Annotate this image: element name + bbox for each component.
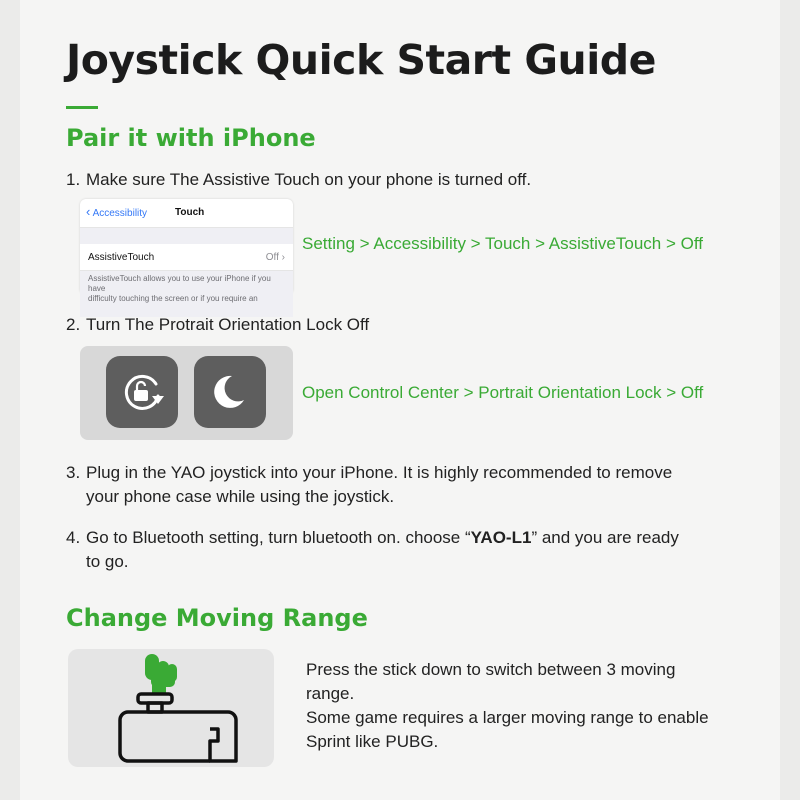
moon-icon — [194, 356, 266, 428]
control-center-screenshot — [80, 346, 293, 440]
range-description — [306, 658, 766, 754]
ios-nav-title: Touch — [175, 207, 205, 218]
step-3-line-2: your phone case while using the joystick. — [86, 487, 395, 506]
guide-page — [20, 0, 780, 800]
ios-row-label: AssistiveTouch — [88, 252, 155, 263]
range-line-2: range. — [306, 684, 355, 703]
step-4-text-before: Go to Bluetooth setting, turn bluetooth on. choose “ — [86, 528, 471, 547]
step-4 — [66, 526, 756, 574]
finger-press-icon — [145, 654, 177, 695]
ios-spacer — [80, 228, 293, 244]
range-line-4: Sprint like PUBG. — [306, 732, 439, 751]
ios-description-line-2: difficulty touching the screen or if you require an — [88, 294, 258, 303]
do-not-disturb-tile — [194, 356, 266, 428]
step-4-number: 4. — [66, 528, 81, 547]
title-underline — [66, 106, 98, 109]
joystick-illustration — [68, 649, 274, 767]
ios-back-label: Accessibility — [92, 208, 148, 219]
ios-assistivetouch-row — [80, 244, 293, 271]
joystick-drawing — [68, 649, 274, 767]
ios-description — [80, 271, 293, 317]
ios-settings-screenshot — [80, 199, 293, 303]
ios-description-line-1: AssistiveTouch allows you to use your iPhone if you have — [88, 274, 271, 293]
ios-back-button — [86, 204, 148, 219]
step-3 — [66, 461, 756, 509]
device-name: YAO-L1 — [470, 528, 532, 547]
pair-heading: Pair it with iPhone — [66, 124, 316, 152]
step-3-number: 3. — [66, 463, 81, 482]
control-center-path: Open Control Center > Portrait Orientation Lock > Off — [302, 383, 704, 402]
step-1-number: 1. — [66, 170, 81, 189]
ios-row-value-text: Off — [265, 252, 279, 263]
range-line-3: Some game requires a larger moving range to enable — [306, 708, 709, 727]
step-2 — [66, 313, 756, 337]
step-4-line-2: to go. — [86, 552, 129, 571]
step-2-text: Turn The Protrait Orientation Lock Off — [86, 315, 370, 334]
ios-row-value — [266, 252, 285, 263]
rotation-lock-icon — [106, 356, 178, 428]
joystick-icon — [120, 694, 236, 761]
chevron-left-icon: ‹ — [86, 204, 91, 219]
range-line-1: Press the stick down to switch between 3 moving — [306, 660, 676, 679]
ios-nav-bar — [80, 199, 293, 228]
page-title: Joystick Quick Start Guide — [66, 36, 656, 84]
step-1-text: Make sure The Assistive Touch on your phone is turned off. — [86, 170, 532, 189]
step-2-number: 2. — [66, 315, 81, 334]
settings-path: Setting > Accessibility > Touch > AssistiveTouch > Off — [302, 234, 703, 253]
step-4-text-after: ” and you are ready — [531, 528, 679, 547]
range-heading: Change Moving Range — [66, 604, 368, 632]
chevron-right-icon: › — [281, 252, 285, 263]
rotation-lock-tile — [106, 356, 178, 428]
step-3-line-1: Plug in the YAO joystick into your iPhone. It is highly recommended to remove — [86, 463, 673, 482]
step-1 — [66, 168, 756, 192]
